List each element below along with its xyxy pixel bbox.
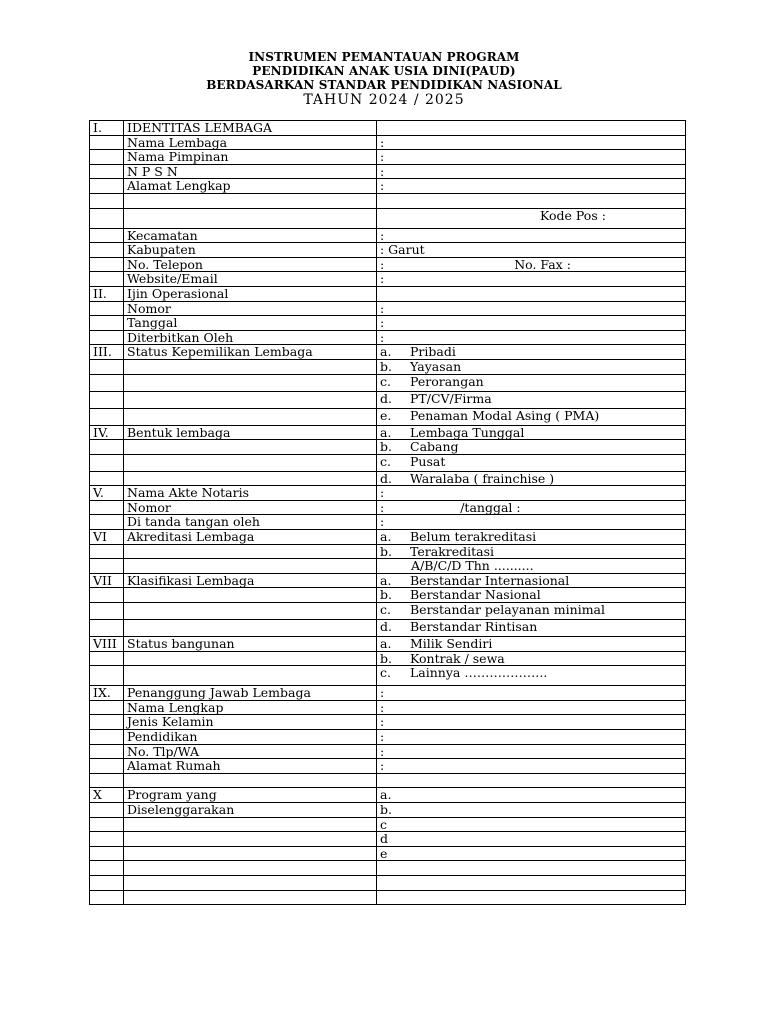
field-label-cell xyxy=(124,875,377,890)
field-label-cell: Tanggal xyxy=(124,316,377,331)
option-letter: a. xyxy=(380,573,392,588)
field-value: : xyxy=(380,514,385,530)
section-number-cell xyxy=(90,408,124,425)
field-value: : xyxy=(380,758,385,774)
form-row xyxy=(90,391,686,408)
field-value-cell[interactable] xyxy=(377,515,686,530)
option-letter: a. xyxy=(380,425,392,440)
form-row xyxy=(90,744,686,759)
section-number-cell xyxy=(90,730,124,745)
form-row xyxy=(90,890,686,905)
field-label-cell xyxy=(124,391,377,408)
field-value: Kode Pos : xyxy=(540,208,606,223)
field-value-cell[interactable] xyxy=(377,179,686,194)
field-value-cell[interactable] xyxy=(377,573,686,588)
section-number-cell xyxy=(90,301,124,316)
form-row xyxy=(90,135,686,150)
option-letter: b. xyxy=(380,359,392,374)
field-value-cell[interactable] xyxy=(377,802,686,817)
field-value-cell[interactable] xyxy=(377,243,686,258)
form-row xyxy=(90,730,686,745)
field-value-cell[interactable] xyxy=(377,500,686,515)
field-label-cell xyxy=(124,559,377,574)
section-number-cell: V. xyxy=(90,486,124,501)
monitoring-form-table xyxy=(89,120,686,905)
form-row xyxy=(90,700,686,715)
field-label-cell xyxy=(124,454,377,471)
field-label-cell xyxy=(124,620,377,637)
field-value-cell[interactable] xyxy=(377,286,686,301)
field-value-cell[interactable] xyxy=(377,316,686,331)
option-text: Lembaga Tunggal xyxy=(410,425,525,440)
option-text: Yayasan xyxy=(410,359,462,374)
section-number-cell: VI xyxy=(90,530,124,545)
field-value-cell[interactable] xyxy=(377,150,686,165)
option-text: Berstandar pelayanan minimal xyxy=(410,602,605,618)
field-value-cell[interactable] xyxy=(377,359,686,374)
title-line-1: INSTRUMEN PEMANTAUAN PROGRAM xyxy=(248,50,520,64)
form-row xyxy=(90,301,686,316)
section-number-cell xyxy=(90,135,124,150)
section-number-cell xyxy=(90,890,124,905)
section-number-cell xyxy=(90,715,124,730)
section-number-cell xyxy=(90,651,124,666)
field-label-cell xyxy=(124,471,377,486)
form-row xyxy=(90,164,686,179)
form-row xyxy=(90,686,686,701)
field-label-cell: Nama Lembaga xyxy=(124,135,377,150)
field-value-cell[interactable] xyxy=(377,588,686,603)
form-row xyxy=(90,875,686,890)
form-row xyxy=(90,817,686,832)
section-number-cell xyxy=(90,391,124,408)
option-letter: d. xyxy=(380,391,392,406)
field-value-cell[interactable] xyxy=(377,730,686,745)
field-label-cell: Nama Pimpinan xyxy=(124,150,377,165)
section-number-cell: X xyxy=(90,788,124,803)
form-row xyxy=(90,759,686,774)
field-label-cell: Di tanda tangan oleh xyxy=(124,515,377,530)
document-header xyxy=(0,50,768,109)
field-value: : xyxy=(380,178,385,194)
form-row xyxy=(90,316,686,331)
field-label-cell: Diselenggarakan xyxy=(124,802,377,817)
form-row xyxy=(90,603,686,620)
section-number-cell xyxy=(90,208,124,228)
field-value-cell[interactable] xyxy=(377,544,686,559)
field-label-cell xyxy=(124,861,377,876)
section-number-cell xyxy=(90,875,124,890)
field-value-cell[interactable] xyxy=(377,817,686,832)
section-number-cell: I. xyxy=(90,121,124,136)
field-label-cell xyxy=(124,666,377,686)
field-label-cell xyxy=(124,773,377,788)
form-row xyxy=(90,408,686,425)
field-value-cell[interactable] xyxy=(377,744,686,759)
field-label-cell xyxy=(124,651,377,666)
field-value-cell[interactable] xyxy=(377,164,686,179)
section-number-cell: III. xyxy=(90,345,124,360)
section-number-cell xyxy=(90,243,124,258)
field-label-cell xyxy=(124,374,377,391)
field-value-cell[interactable] xyxy=(377,454,686,471)
title-line-2: PENDIDIKAN ANAK USIA DINI(PAUD) xyxy=(252,64,516,78)
field-value-cell[interactable] xyxy=(377,715,686,730)
field-label-cell: Klasifikasi Lembaga xyxy=(124,573,377,588)
field-value: c xyxy=(380,817,388,832)
section-number-cell xyxy=(90,588,124,603)
form-row xyxy=(90,573,686,588)
form-row xyxy=(90,846,686,861)
section-number-cell: IX. xyxy=(90,686,124,701)
field-value-cell[interactable] xyxy=(377,759,686,774)
form-row xyxy=(90,345,686,360)
section-number-cell xyxy=(90,846,124,861)
form-row xyxy=(90,500,686,515)
form-row xyxy=(90,179,686,194)
section-number-cell xyxy=(90,150,124,165)
form-row xyxy=(90,637,686,652)
section-number-cell xyxy=(90,500,124,515)
option-text: Berstandar Internasional xyxy=(410,573,570,588)
field-value: : xyxy=(380,330,385,345)
field-value-cell[interactable] xyxy=(377,135,686,150)
field-value: : xyxy=(380,500,385,515)
option-text: Pusat xyxy=(410,454,446,469)
section-number-cell: IV. xyxy=(90,425,124,440)
form-row xyxy=(90,454,686,471)
field-value-cell[interactable] xyxy=(377,530,686,545)
form-row xyxy=(90,272,686,287)
section-number-cell xyxy=(90,471,124,486)
field-value-cell[interactable] xyxy=(377,559,686,574)
form-row xyxy=(90,374,686,391)
field-label-cell: Alamat Lengkap xyxy=(124,179,377,194)
field-value: : xyxy=(380,257,385,272)
field-value-cell[interactable] xyxy=(377,330,686,345)
field-label-cell xyxy=(124,603,377,620)
option-letter: d. xyxy=(380,471,392,486)
field-value: : xyxy=(380,685,385,701)
field-label-cell: Program yang xyxy=(124,788,377,803)
field-value-cell[interactable] xyxy=(377,788,686,803)
section-number-cell xyxy=(90,559,124,574)
field-value: d xyxy=(380,831,389,847)
section-number-cell: II. xyxy=(90,286,124,301)
form-row xyxy=(90,359,686,374)
field-value-cell[interactable] xyxy=(377,345,686,360)
field-value-secondary: /tanggal : xyxy=(460,500,521,515)
section-number-cell xyxy=(90,832,124,847)
form-row xyxy=(90,861,686,876)
field-value: : xyxy=(380,714,385,730)
field-label-cell: No. Telepon xyxy=(124,257,377,272)
field-label-cell: Nama Akte Notaris xyxy=(124,486,377,501)
section-number-cell xyxy=(90,861,124,876)
field-value-cell[interactable] xyxy=(377,832,686,847)
field-label-cell: Akreditasi Lembaga xyxy=(124,530,377,545)
form-row xyxy=(90,530,686,545)
field-label-cell xyxy=(124,832,377,847)
field-label-cell xyxy=(124,440,377,455)
form-row xyxy=(90,471,686,486)
field-value: : xyxy=(380,729,385,744)
field-value-cell[interactable] xyxy=(377,890,686,905)
field-value-cell[interactable] xyxy=(377,486,686,501)
section-number-cell xyxy=(90,359,124,374)
section-number-cell xyxy=(90,620,124,637)
form-row xyxy=(90,832,686,847)
section-number-cell xyxy=(90,440,124,455)
option-letter: b. xyxy=(380,439,392,455)
field-value-cell[interactable] xyxy=(377,301,686,316)
field-label-cell: Nama Lengkap xyxy=(124,700,377,715)
section-number-cell xyxy=(90,164,124,179)
field-label-cell: Jenis Kelamin xyxy=(124,715,377,730)
field-value-cell[interactable] xyxy=(377,374,686,391)
section-number-cell xyxy=(90,744,124,759)
field-value: : Garut xyxy=(380,242,425,258)
option-text: Perorangan xyxy=(410,374,484,389)
field-label-cell: Alamat Rumah xyxy=(124,759,377,774)
field-label-cell xyxy=(124,359,377,374)
form-row xyxy=(90,193,686,208)
section-number-cell xyxy=(90,193,124,208)
option-letter: c. xyxy=(380,602,391,618)
section-number-cell xyxy=(90,603,124,620)
section-number-cell xyxy=(90,666,124,686)
field-value: e xyxy=(380,846,388,861)
field-value-secondary: No. Fax : xyxy=(514,257,571,272)
section-number-cell: VIII xyxy=(90,637,124,652)
form-row xyxy=(90,243,686,258)
field-value-cell[interactable] xyxy=(377,440,686,455)
option-letter: b. xyxy=(380,544,392,559)
form-row xyxy=(90,515,686,530)
section-number-cell xyxy=(90,374,124,391)
field-value-cell[interactable] xyxy=(377,620,686,637)
field-label-cell: Nomor xyxy=(124,500,377,515)
field-label-cell: N P S N xyxy=(124,164,377,179)
field-value-cell[interactable] xyxy=(377,861,686,876)
option-text: PT/CV/Firma xyxy=(410,391,492,406)
section-number-cell xyxy=(90,454,124,471)
field-value: : xyxy=(380,700,385,715)
form-row xyxy=(90,802,686,817)
field-value: : xyxy=(380,135,385,150)
section-number-cell xyxy=(90,179,124,194)
field-value-cell[interactable] xyxy=(377,666,686,686)
option-text: Waralaba ( frainchise ) xyxy=(410,471,555,486)
option-text: Pribadi xyxy=(410,344,456,360)
form-row xyxy=(90,257,686,272)
field-value-cell[interactable] xyxy=(377,272,686,287)
section-number-cell xyxy=(90,773,124,788)
field-label-cell: Penanggung Jawab Lembaga xyxy=(124,686,377,701)
section-number-cell: VII xyxy=(90,573,124,588)
section-number-cell xyxy=(90,316,124,331)
form-row xyxy=(90,588,686,603)
field-value-cell[interactable] xyxy=(377,686,686,701)
field-value: : xyxy=(380,315,385,331)
field-value: : xyxy=(380,744,385,759)
field-value-cell[interactable] xyxy=(377,651,686,666)
option-text: Penaman Modal Asing ( PMA) xyxy=(410,408,600,423)
form-row xyxy=(90,330,686,345)
field-label-cell: Kabupaten xyxy=(124,243,377,258)
option-text: Berstandar Rintisan xyxy=(410,619,538,635)
option-text: Berstandar Nasional xyxy=(410,587,541,603)
field-label-cell: Bentuk lembaga xyxy=(124,425,377,440)
field-value-cell[interactable] xyxy=(377,193,686,208)
option-text: Belum terakreditasi xyxy=(410,529,537,545)
field-value-cell[interactable] xyxy=(377,846,686,861)
field-value-cell[interactable] xyxy=(377,875,686,890)
option-letter: b. xyxy=(380,651,392,666)
option-letter: d. xyxy=(380,619,392,635)
section-number-cell xyxy=(90,802,124,817)
field-value: : xyxy=(380,301,385,316)
field-value: A/B/C/D Thn .......... xyxy=(411,558,534,574)
title-line-3: BERDASARKAN STANDAR PENDIDIKAN NASIONAL xyxy=(206,78,562,92)
option-letter: a. xyxy=(380,344,392,360)
option-text: Kontrak / sewa xyxy=(410,651,505,666)
field-label-cell: Ijin Operasional xyxy=(124,286,377,301)
option-text: Terakreditasi xyxy=(410,544,495,559)
field-label-cell xyxy=(124,544,377,559)
field-value-cell[interactable] xyxy=(377,391,686,408)
field-value-cell[interactable] xyxy=(377,603,686,620)
form-row xyxy=(90,651,686,666)
form-row xyxy=(90,773,686,788)
field-label-cell xyxy=(124,846,377,861)
field-value: : xyxy=(380,228,385,243)
section-number-cell xyxy=(90,257,124,272)
field-value-cell[interactable] xyxy=(377,773,686,788)
field-label-cell xyxy=(124,208,377,228)
field-value-cell[interactable] xyxy=(377,471,686,486)
field-value: : xyxy=(380,485,385,501)
field-value: b. xyxy=(380,802,392,817)
field-label-cell xyxy=(124,408,377,425)
section-number-cell xyxy=(90,700,124,715)
option-text: Lainnya ……………….. xyxy=(410,665,548,681)
field-value: : xyxy=(380,164,385,179)
option-letter: c. xyxy=(380,374,391,389)
title-year: TAHUN 2024 / 2025 xyxy=(303,92,465,108)
field-label-cell: Pendidikan xyxy=(124,730,377,745)
option-letter: b. xyxy=(380,587,392,603)
section-number-cell xyxy=(90,330,124,345)
option-text: Milik Sendiri xyxy=(410,636,493,652)
field-label-cell: IDENTITAS LEMBAGA xyxy=(124,121,377,136)
option-letter: a. xyxy=(380,636,392,652)
section-number-cell xyxy=(90,544,124,559)
field-label-cell: Status Kepemilikan Lembaga xyxy=(124,345,377,360)
field-label-cell: Kecamatan xyxy=(124,228,377,243)
field-label-cell xyxy=(124,588,377,603)
form-row xyxy=(90,208,686,228)
field-value: a. xyxy=(380,787,392,803)
field-value-cell[interactable] xyxy=(377,228,686,243)
field-value-cell[interactable] xyxy=(377,408,686,425)
field-label-cell: Diterbitkan Oleh xyxy=(124,330,377,345)
field-value-cell[interactable] xyxy=(377,257,686,272)
field-label-cell: Website/Email xyxy=(124,272,377,287)
field-value-cell[interactable] xyxy=(377,637,686,652)
form-row xyxy=(90,559,686,574)
field-label-cell xyxy=(124,193,377,208)
form-row xyxy=(90,715,686,730)
field-label-cell: Status bangunan xyxy=(124,637,377,652)
option-text: Cabang xyxy=(410,439,459,455)
field-value-cell[interactable] xyxy=(377,700,686,715)
section-number-cell xyxy=(90,272,124,287)
option-letter: c. xyxy=(380,454,391,469)
section-number-cell xyxy=(90,817,124,832)
section-number-cell xyxy=(90,228,124,243)
form-row xyxy=(90,666,686,686)
field-value: : xyxy=(380,149,385,165)
section-number-cell xyxy=(90,759,124,774)
form-row xyxy=(90,486,686,501)
field-label-cell xyxy=(124,817,377,832)
option-letter: a. xyxy=(380,529,392,545)
form-row xyxy=(90,440,686,455)
section-number-cell xyxy=(90,515,124,530)
form-row xyxy=(90,228,686,243)
field-label-cell: Nomor xyxy=(124,301,377,316)
option-letter: c. xyxy=(380,665,391,681)
form-row xyxy=(90,425,686,440)
form-row xyxy=(90,150,686,165)
field-value-cell[interactable] xyxy=(377,208,686,228)
option-letter: e. xyxy=(380,408,392,423)
field-value: : xyxy=(380,271,385,287)
field-label-cell xyxy=(124,890,377,905)
form-row xyxy=(90,788,686,803)
field-value-cell[interactable] xyxy=(377,121,686,136)
form-row xyxy=(90,121,686,136)
form-row xyxy=(90,620,686,637)
field-label-cell: No. Tlp/WA xyxy=(124,744,377,759)
form-row xyxy=(90,286,686,301)
form-row xyxy=(90,544,686,559)
field-value-cell[interactable] xyxy=(377,425,686,440)
